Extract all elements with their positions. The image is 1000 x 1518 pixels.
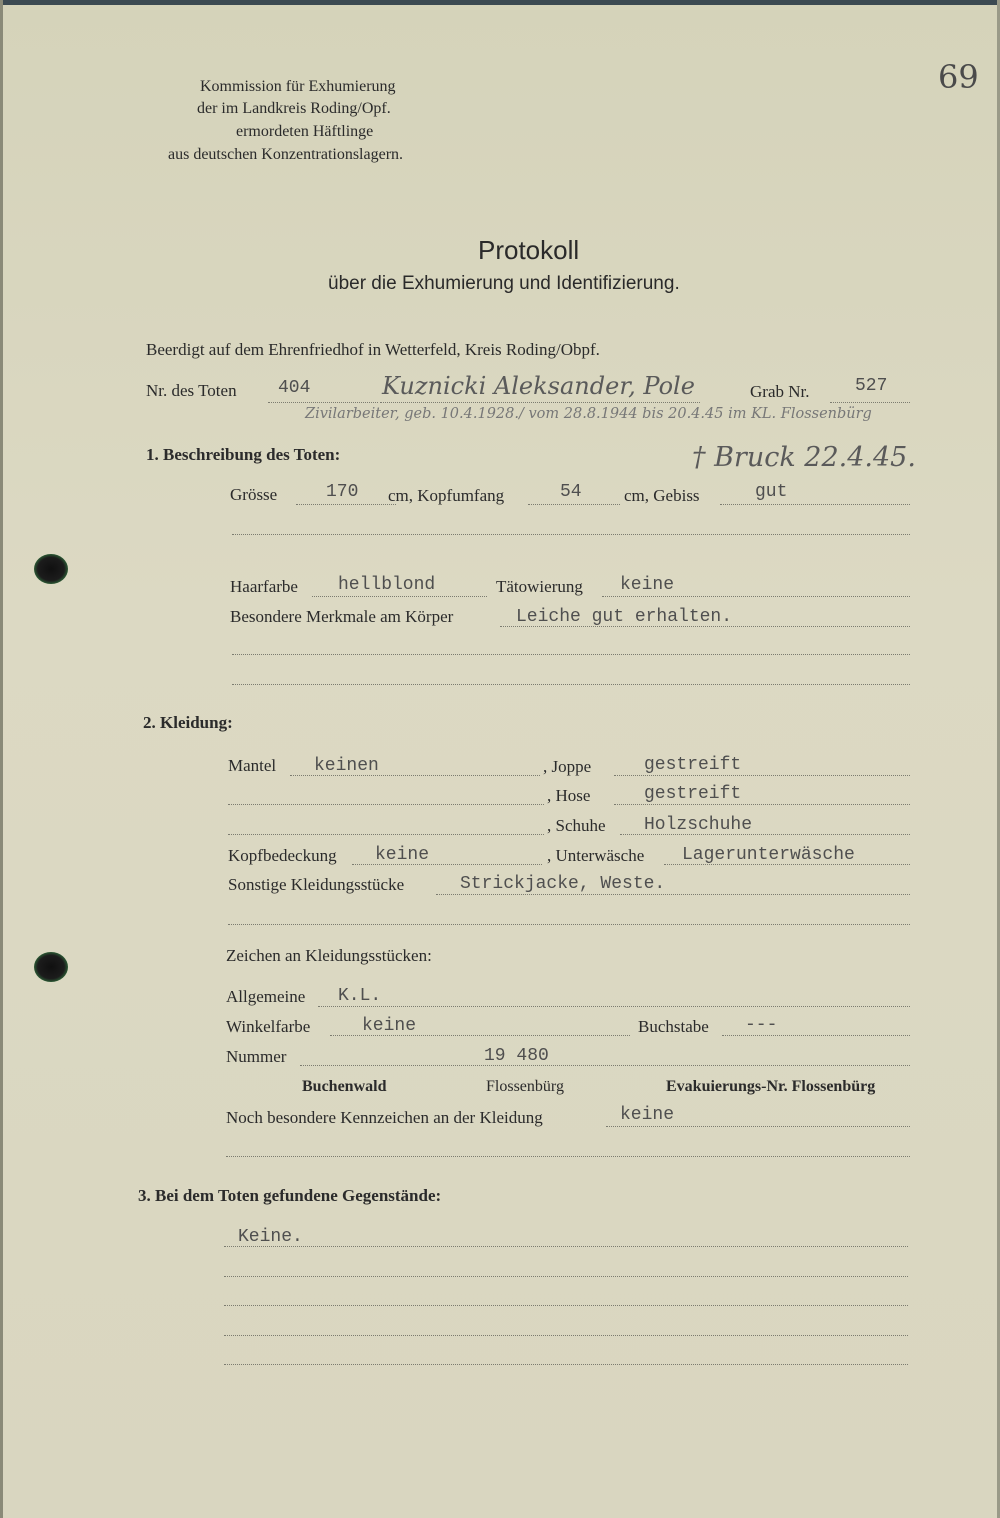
- trousers-value: gestreift: [644, 784, 742, 804]
- hair-dotted-line: [312, 596, 487, 597]
- commission-line-2: der im Landkreis Roding/Opf.: [197, 100, 391, 117]
- number-label: Nummer: [226, 1047, 287, 1066]
- further-marks-label: Noch besondere Kennzeichen an der Kleidung: [226, 1108, 543, 1127]
- headwear-label: Kopfbedeckung: [228, 846, 337, 865]
- head-label: cm, Kopfumfang: [388, 486, 505, 505]
- burial-line: Beerdigt auf dem Ehrenfriedhof in Wetterfeld, Kreis Roding/Obpf.: [146, 340, 600, 359]
- found-items-line-4: [224, 1335, 908, 1336]
- size-dotted-line: [296, 504, 396, 505]
- teeth-label: cm, Gebiss: [624, 486, 700, 505]
- size-label: Grösse: [230, 485, 278, 504]
- underwear-label: , Unterwäsche: [547, 846, 645, 865]
- angle-color-label: Winkelfarbe: [226, 1017, 311, 1036]
- further-marks-dotted-line: [606, 1126, 910, 1127]
- section-2-heading: 2. Kleidung:: [143, 713, 233, 732]
- death-note: † Bruck 22.4.45.: [692, 442, 916, 473]
- punch-hole-bottom: [34, 952, 68, 982]
- found-items-line-3: [224, 1305, 908, 1306]
- teeth-value: gut: [755, 482, 788, 502]
- tattoo-label: Tätowierung: [496, 577, 583, 596]
- general-label: Allgemeine: [226, 987, 306, 1006]
- letter-value: ---: [745, 1015, 778, 1035]
- name-dotted-line: [380, 402, 700, 403]
- found-items-line-2: [224, 1276, 908, 1277]
- commission-line-4: aus deutschen Konzentrationslagern.: [168, 146, 404, 163]
- name-value: Kuznicki Aleksander, Pole: [382, 372, 695, 400]
- tattoo-dotted-line: [602, 596, 910, 597]
- trousers-blank-line: [228, 804, 544, 805]
- blank-line-3: [232, 684, 910, 685]
- shoes-value: Holzschuhe: [644, 815, 753, 835]
- size-value: 170: [326, 482, 359, 502]
- civil-worker-note: Zivilarbeiter, geb. 10.4.1928./ vom 28.8.1944 bis 20.4.45 im KL. Flossenbürg: [305, 406, 872, 422]
- dead-no-label: Nr. des Toten: [146, 381, 237, 400]
- trousers-dotted-line: [614, 804, 910, 805]
- blank-line-2: [232, 654, 910, 655]
- document-subtitle: über die Exhumierung und Identifizierung.: [328, 273, 680, 294]
- grave-label: Grab Nr.: [750, 382, 810, 401]
- hair-label: Haarfarbe: [230, 577, 298, 596]
- clothing-marks-heading: Zeichen an Kleidungsstücken:: [226, 946, 432, 965]
- found-items-line-5: [224, 1364, 908, 1365]
- hair-value: hellblond: [338, 575, 436, 595]
- dead-no-value: 404: [278, 378, 311, 398]
- letter-label: Buchstabe: [638, 1017, 709, 1036]
- trousers-label: , Hose: [547, 786, 591, 805]
- section-3-heading: 3. Bei dem Toten gefundene Gegenstände:: [138, 1186, 442, 1205]
- angle-color-value: keine: [362, 1016, 417, 1036]
- coat-label: Mantel: [228, 756, 277, 775]
- commission-line-1: Kommission für Exhumierung: [200, 78, 396, 95]
- letter-dotted-line: [722, 1035, 910, 1036]
- jacket-label: , Joppe: [543, 757, 592, 776]
- tattoo-value: keine: [620, 575, 675, 595]
- dead-no-dotted-line: [268, 402, 378, 403]
- other-clothing-label: Sonstige Kleidungsstücke: [228, 875, 405, 894]
- found-items-line-1: [224, 1246, 908, 1247]
- coat-value: keinen: [314, 756, 379, 776]
- blank-line-5: [226, 1156, 910, 1157]
- evacuation-number: Evakuierungs-Nr. Flossenbürg: [666, 1078, 876, 1095]
- marks-value: Leiche gut erhalten.: [516, 607, 733, 627]
- top-edge: [0, 0, 1000, 5]
- number-dotted-line: [300, 1065, 910, 1066]
- marks-label: Besondere Merkmale am Körper: [230, 607, 454, 626]
- section-1-heading: 1. Beschreibung des Toten:: [146, 445, 341, 464]
- camp-flossenbuerg: Flossenbürg: [486, 1078, 564, 1095]
- general-value: K.L.: [338, 986, 382, 1006]
- blank-line-4: [228, 924, 910, 925]
- document-title: Protokoll: [478, 235, 580, 265]
- head-value: 54: [560, 482, 582, 502]
- further-marks-value: keine: [620, 1105, 675, 1125]
- other-clothing-value: Strickjacke, Weste.: [460, 874, 666, 894]
- shoes-label: , Schuhe: [547, 816, 606, 835]
- headwear-value: keine: [375, 845, 430, 865]
- head-dotted-line: [528, 504, 620, 505]
- general-dotted-line: [318, 1006, 910, 1007]
- teeth-dotted-line: [720, 504, 910, 505]
- punch-hole-top: [34, 554, 68, 584]
- grave-value: 527: [855, 376, 888, 396]
- commission-line-3: ermordeten Häftlinge: [236, 123, 374, 140]
- camp-buchenwald: Buchenwald: [302, 1078, 387, 1095]
- found-items-value: Keine.: [238, 1227, 303, 1247]
- jacket-value: gestreift: [644, 755, 742, 775]
- blank-line-1: [232, 534, 910, 535]
- shoes-blank-line: [228, 834, 544, 835]
- underwear-value: Lagerunterwäsche: [682, 845, 855, 865]
- left-edge: [0, 0, 3, 1518]
- grave-dotted-line: [830, 402, 910, 403]
- page-number: 69: [938, 58, 979, 96]
- other-clothing-dotted-line: [436, 894, 910, 895]
- number-value: 19 480: [484, 1046, 549, 1066]
- jacket-dotted-line: [614, 775, 910, 776]
